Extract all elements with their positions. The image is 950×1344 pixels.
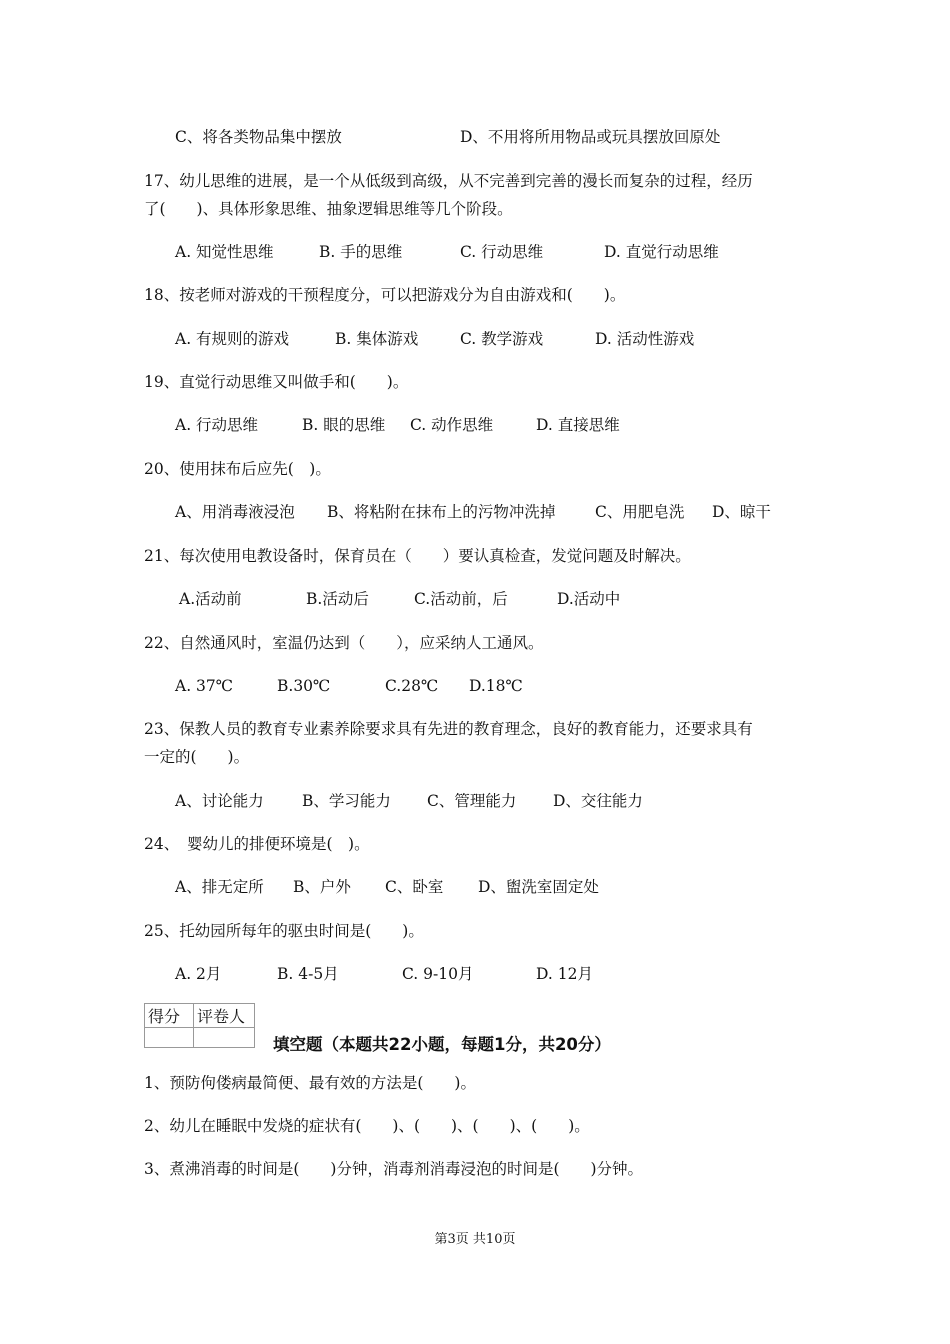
option-a: A. 行动思维 (175, 416, 259, 434)
option-b: B. 集体游戏 (335, 330, 419, 348)
option-d: D. 活动性游戏 (595, 330, 695, 348)
option-c: C、将各类物品集中摆放 (175, 128, 342, 146)
question-23-line-2: 一定的( )。 (144, 748, 250, 766)
option-b: B.30℃ (277, 677, 331, 695)
option-d: D、交往能力 (553, 792, 643, 810)
option-a: A、讨论能力 (175, 792, 264, 810)
question-19: 19、直觉行动思维又叫做手和( )。 (144, 373, 409, 391)
fill-question-3: 3、煮沸消毒的时间是( )分钟，消毒剂消毒浸泡的时间是( )分钟。 (144, 1160, 644, 1178)
fill-question-1: 1、预防佝偻病最简便、最有效的方法是( )。 (144, 1074, 476, 1092)
option-a: A、排无定所 (175, 878, 264, 896)
score-cell (145, 1028, 194, 1048)
question-21: 21、每次使用电教设备时，保育员在（ ）要认真检查，发觉问题及时解决。 (144, 547, 691, 565)
question-20: 20、使用抹布后应先( )。 (144, 460, 331, 478)
option-d: D.活动中 (557, 590, 621, 608)
option-b: B. 手的思维 (319, 243, 403, 261)
option-a: A. 37℃ (175, 677, 234, 695)
question-17-line-1: 17、幼儿思维的进展，是一个从低级到高级，从不完善到完善的漫长而复杂的过程，经历 (144, 172, 753, 190)
fill-question-2: 2、幼儿在睡眠中发烧的症状有( )、( )、( )、( )。 (144, 1117, 590, 1135)
option-c: C、用肥皂洗 (595, 503, 685, 521)
option-b: B、将粘附在抹布上的污物冲洗掉 (327, 503, 556, 521)
option-c: C. 行动思维 (460, 243, 544, 261)
option-b: B. 眼的思维 (302, 416, 386, 434)
section-title: 填空题（本题共22小题，每题1分，共20分） (273, 1035, 611, 1054)
question-18: 18、按老师对游戏的干预程度分，可以把游戏分为自由游戏和( )。 (144, 286, 626, 304)
option-b: B.活动后 (306, 590, 369, 608)
score-label: 得分 (145, 1004, 194, 1028)
question-17-line-2: 了( )、具体形象思维、抽象逻辑思维等几个阶段。 (144, 200, 513, 218)
option-d: D. 直觉行动思维 (604, 243, 719, 261)
option-d: D、不用将所用物品或玩具摆放回原处 (460, 128, 721, 146)
option-a: A、用消毒液浸泡 (175, 503, 295, 521)
option-c: C.28℃ (385, 677, 439, 695)
score-box (144, 1003, 255, 1048)
option-d: D. 直接思维 (536, 416, 620, 434)
option-b: B、学习能力 (302, 792, 391, 810)
question-22: 22、自然通风时，室温仍达到（ ），应采纳人工通风。 (144, 634, 544, 652)
grader-cell (194, 1028, 255, 1048)
question-23-line-1: 23、保教人员的教育专业素养除要求具有先进的教育理念，良好的教育能力，还要求具有 (144, 720, 753, 738)
page-footer: 第3页 共10页 (434, 1232, 516, 1247)
option-d: D.18℃ (469, 677, 523, 695)
option-a: A. 2月 (175, 965, 222, 983)
option-c: C、卧室 (385, 878, 444, 896)
option-d: D. 12月 (536, 965, 593, 983)
option-c: C.活动前，后 (414, 590, 508, 608)
option-a: A.活动前 (179, 590, 242, 608)
option-b: B、户外 (293, 878, 351, 896)
option-a: A. 有规则的游戏 (175, 330, 290, 348)
option-c: C、管理能力 (427, 792, 517, 810)
option-c: C. 9-10月 (402, 965, 474, 983)
option-a: A. 知觉性思维 (175, 243, 274, 261)
grader-label: 评卷人 (194, 1004, 255, 1028)
question-24: 24、 婴幼儿的排便环境是( )。 (144, 835, 370, 853)
option-b: B. 4-5月 (277, 965, 339, 983)
option-c: C. 教学游戏 (460, 330, 544, 348)
option-d: D、晾干 (712, 503, 771, 521)
option-d: D、盥洗室固定处 (478, 878, 599, 896)
question-25: 25、托幼园所每年的驱虫时间是( )。 (144, 922, 424, 940)
option-c: C. 动作思维 (410, 416, 494, 434)
